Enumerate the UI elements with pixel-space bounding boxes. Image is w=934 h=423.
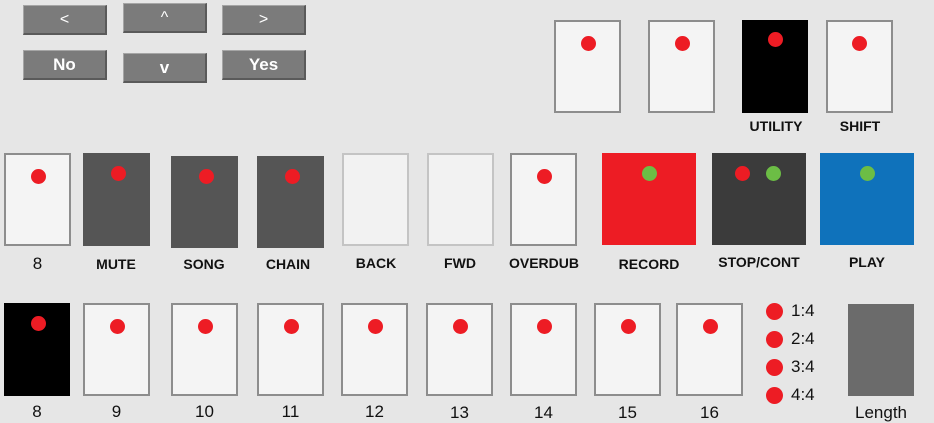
step-pad-8[interactable] xyxy=(4,303,70,396)
led-indicator xyxy=(31,169,46,184)
led-indicator xyxy=(368,319,383,334)
utility-button[interactable] xyxy=(742,20,808,113)
fwd-button[interactable] xyxy=(427,153,494,246)
led-indicator xyxy=(860,166,875,181)
song-label: SONG xyxy=(183,256,225,272)
step-pad-13[interactable] xyxy=(426,303,493,396)
stop-cont-button[interactable] xyxy=(712,153,806,245)
led-indicator xyxy=(110,319,125,334)
step-label-14: 14 xyxy=(534,403,553,422)
step-label-15: 15 xyxy=(618,403,637,422)
led-indicator xyxy=(111,166,126,181)
led-indicator xyxy=(537,319,552,334)
yes-button[interactable]: Yes xyxy=(222,50,306,80)
led-indicator-green xyxy=(766,166,781,181)
led-indicator xyxy=(768,32,783,47)
step-label-16: 16 xyxy=(700,403,719,422)
led-indicator xyxy=(766,387,783,404)
no-button[interactable]: No xyxy=(23,50,107,80)
back-button[interactable] xyxy=(342,153,409,246)
length-button[interactable] xyxy=(848,304,914,396)
step-label-12: 12 xyxy=(365,402,384,421)
mute-button[interactable] xyxy=(83,153,150,246)
led-indicator xyxy=(284,319,299,334)
overdub-label: OVERDUB xyxy=(508,255,579,271)
shift-label: SHIFT xyxy=(839,118,881,134)
overdub-button[interactable] xyxy=(510,153,577,246)
back-label: BACK xyxy=(355,255,397,271)
step-pad-16[interactable] xyxy=(676,303,743,396)
stop-cont-label: STOP/CONT xyxy=(718,254,800,270)
step-pad-11[interactable] xyxy=(257,303,324,396)
step-label-13: 13 xyxy=(450,403,469,422)
length-option-label: 1:4 xyxy=(791,301,815,320)
led-indicator xyxy=(199,169,214,184)
middle-pad-8[interactable] xyxy=(4,153,71,246)
middle-pad-8-label: 8 xyxy=(32,254,43,273)
song-button[interactable] xyxy=(171,156,238,248)
length-option-label: 2:4 xyxy=(791,329,815,348)
mute-label: MUTE xyxy=(96,256,136,272)
nav-down-button[interactable]: v xyxy=(123,53,207,83)
nav-left-button[interactable]: < xyxy=(23,5,107,35)
chain-button[interactable] xyxy=(257,156,324,248)
step-pad-14[interactable] xyxy=(510,303,577,396)
led-indicator xyxy=(285,169,300,184)
utility-label: UTILITY xyxy=(749,118,803,134)
led-indicator xyxy=(581,36,596,51)
led-indicator xyxy=(537,169,552,184)
led-indicator xyxy=(453,319,468,334)
led-indicator xyxy=(642,166,657,181)
step-label-11: 11 xyxy=(281,402,300,421)
play-button[interactable] xyxy=(820,153,914,245)
led-indicator xyxy=(31,316,46,331)
led-indicator-red xyxy=(735,166,750,181)
led-indicator xyxy=(675,36,690,51)
record-label: RECORD xyxy=(618,256,680,272)
led-indicator xyxy=(198,319,213,334)
chain-label: CHAIN xyxy=(265,256,311,272)
step-pad-12[interactable] xyxy=(341,303,408,396)
length-option-label: 3:4 xyxy=(791,357,815,376)
led-indicator xyxy=(621,319,636,334)
shift-button[interactable] xyxy=(826,20,893,113)
length-label: Length xyxy=(855,403,907,422)
step-label-9: 9 xyxy=(111,402,122,421)
step-pad-10[interactable] xyxy=(171,303,238,396)
top-pad-1[interactable] xyxy=(554,20,621,113)
top-pad-2[interactable] xyxy=(648,20,715,113)
led-indicator xyxy=(766,303,783,320)
length-option-label: 4:4 xyxy=(791,385,815,404)
play-label: PLAY xyxy=(848,254,886,270)
step-pad-9[interactable] xyxy=(83,303,150,396)
led-indicator xyxy=(852,36,867,51)
fwd-label: FWD xyxy=(444,255,476,271)
nav-right-button[interactable]: > xyxy=(222,5,306,35)
record-button[interactable] xyxy=(602,153,696,245)
led-indicator xyxy=(766,359,783,376)
step-label-10: 10 xyxy=(195,402,214,421)
nav-up-button[interactable]: ^ xyxy=(123,3,207,33)
led-indicator xyxy=(766,331,783,348)
led-indicator xyxy=(703,319,718,334)
step-pad-15[interactable] xyxy=(594,303,661,396)
step-label-8: 8 xyxy=(32,402,42,421)
